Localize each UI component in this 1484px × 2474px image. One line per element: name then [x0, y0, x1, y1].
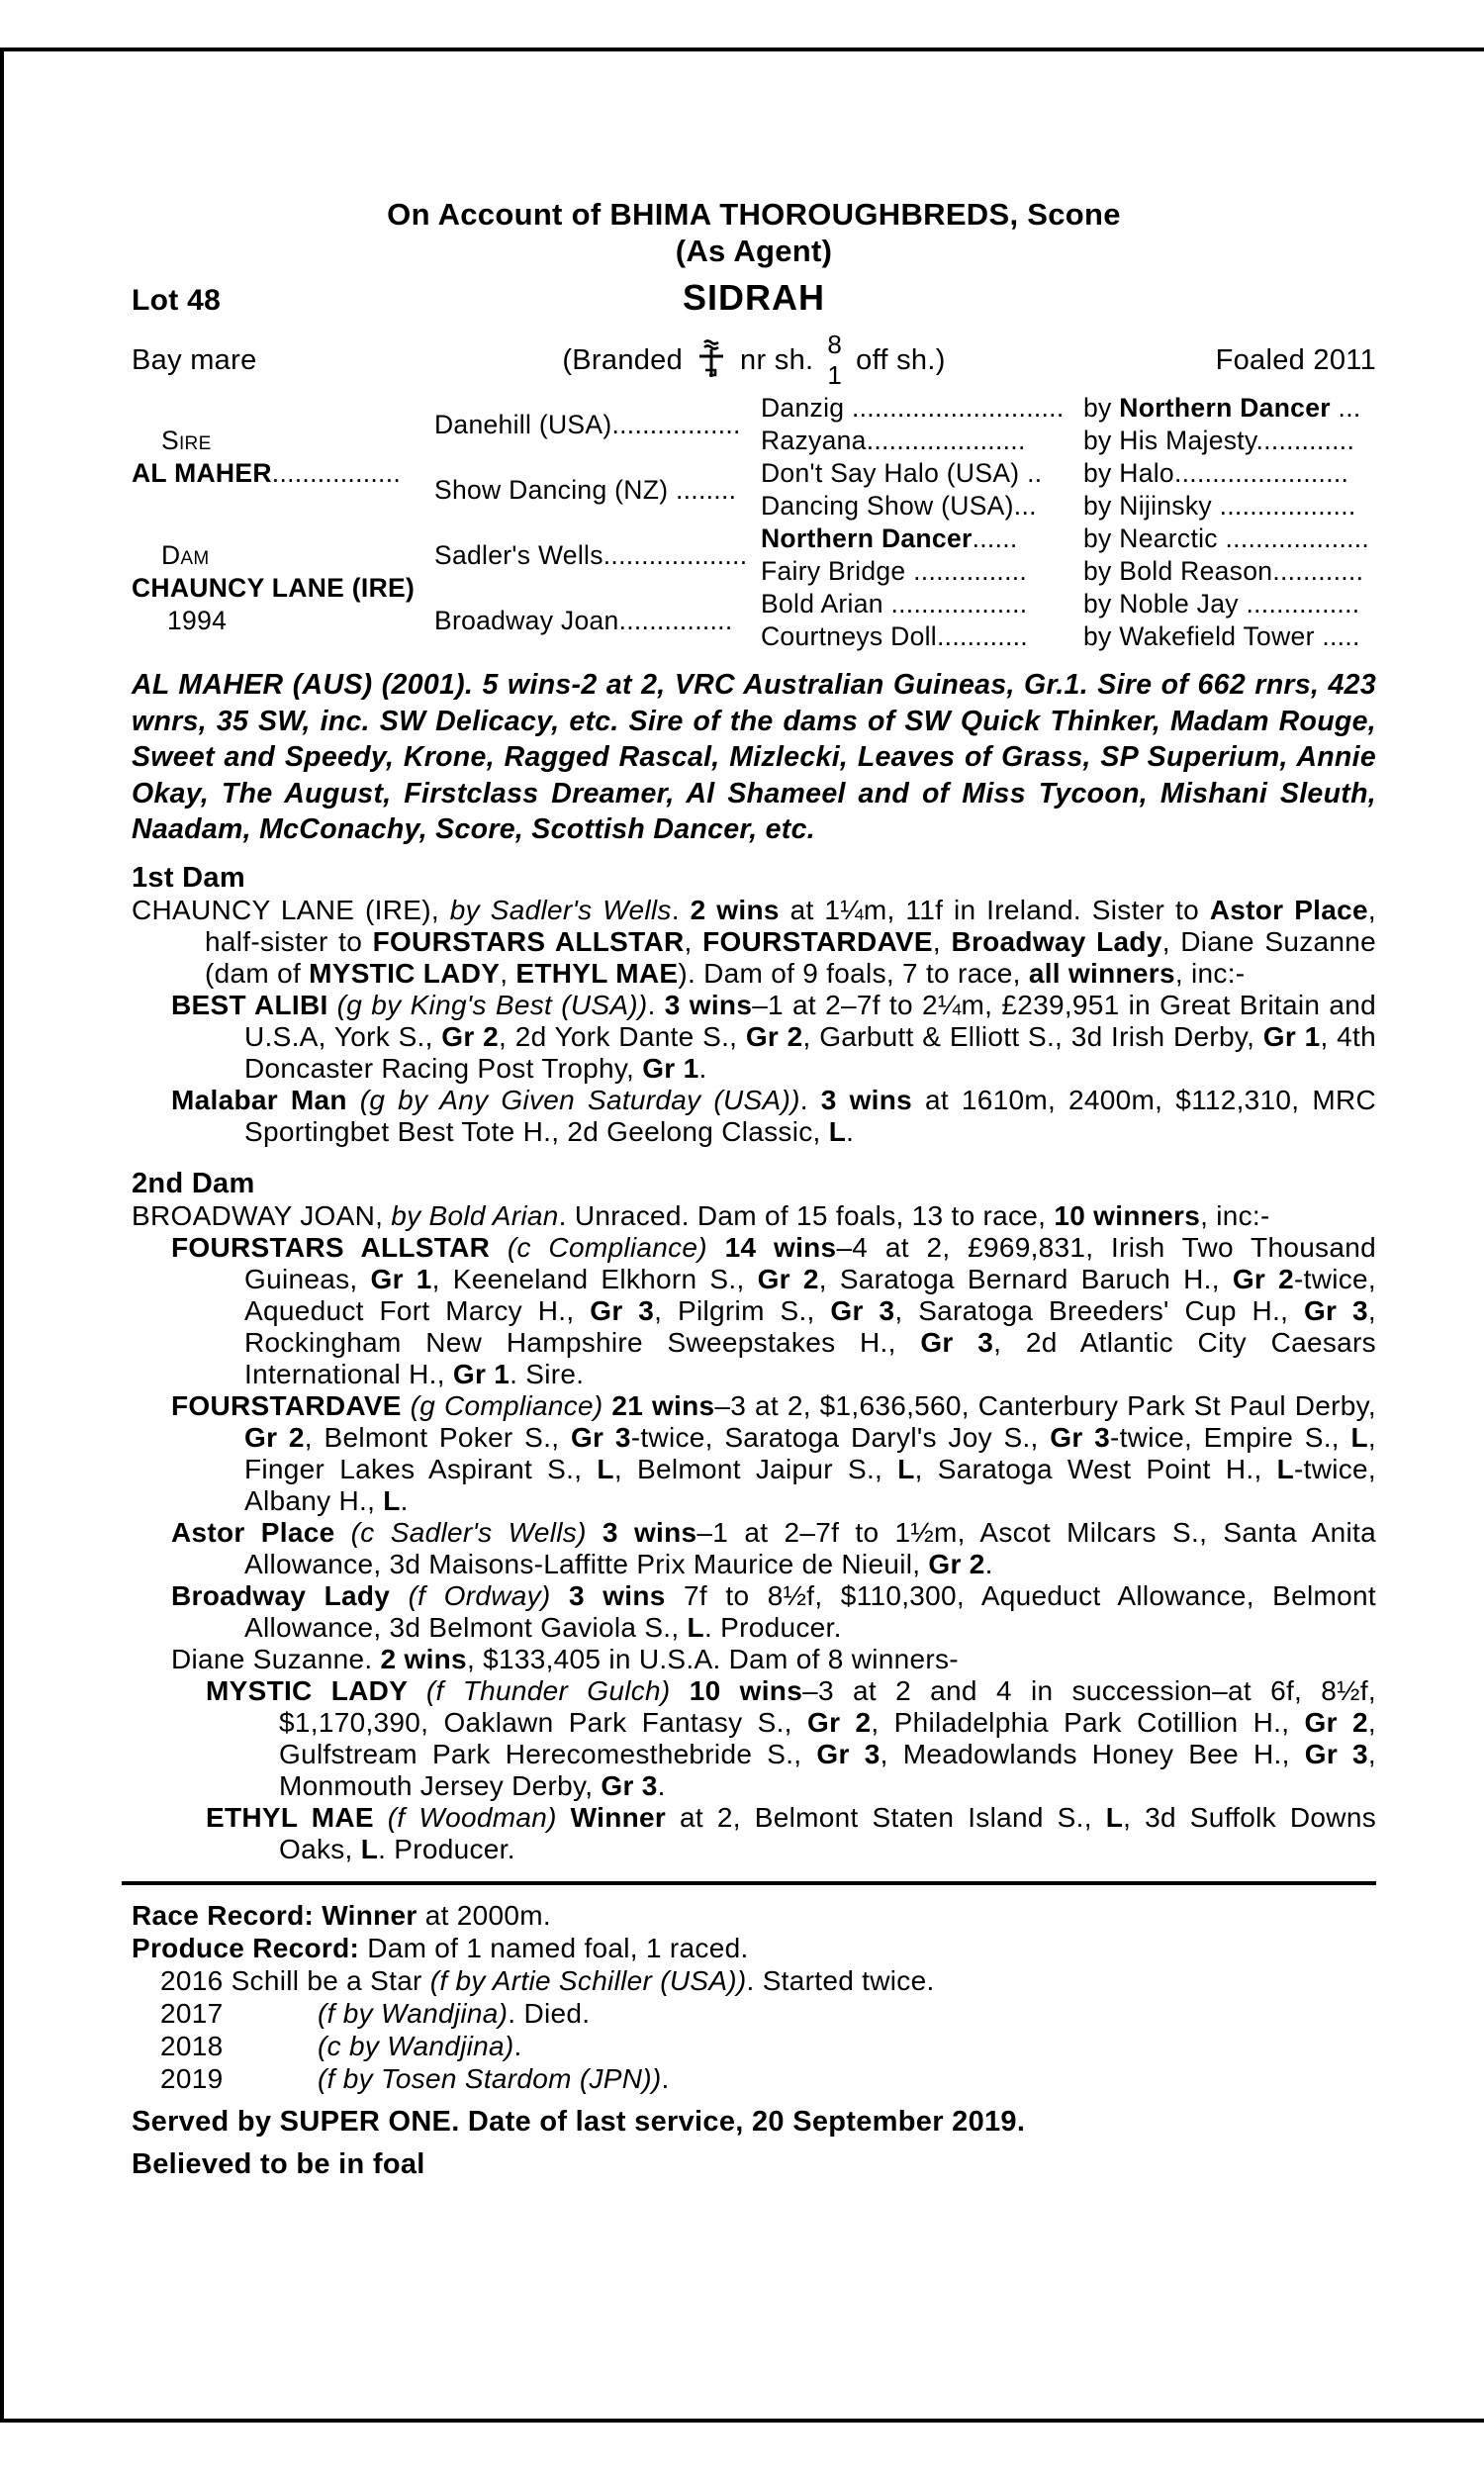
- stud-brand-icon: [696, 337, 726, 383]
- brand-number-top: 8: [827, 330, 843, 359]
- pedigree-table: [132, 392, 1376, 653]
- progeny-entry-astor-place: Astor Place (c Sadler's Wells) 3 wins–1 at 2–7f to 1½m, Ascot Milcars S., Santa Anita Allowance, 3d Maisons-Laffitte Prix Maurice de Nieuil, Gr 2.: [171, 1516, 1376, 1579]
- produce-year: 2017: [160, 1997, 224, 2029]
- progeny-entry-diane-suzanne: Diane Suzanne. 2 wins, $133,405 in U.S.A. Dam of 8 winners-: [171, 1643, 959, 1674]
- gen2-sire-sire: Danehill (USA).................: [434, 409, 741, 439]
- gen3-ancestor: Danzig ............................: [761, 393, 1065, 423]
- progeny-entry-fourstars-allstar: FOURSTARS ALLSTAR (c Compliance) 14 wins–4 at 2, £969,831, Irish Two Thousand Guineas, Gr 1, Keeneland Elkhorn S., Gr 2, Saratoga Bernard Baruch H., Gr 2-twice, Aqueduct Fort Marcy H., Gr 3, Pilgrim S., Gr 3, Saratoga Breeders' Cup H., Gr 3, Rockingham New Hampshire Sweepstakes H., Gr 3, 2d Atlantic City Caesars International H., Gr 1. Sire.: [171, 1231, 1376, 1389]
- gen4-ancestor: by Bold Reason............: [1083, 556, 1364, 586]
- dam-label: Dam: [161, 539, 210, 570]
- produce-entry-2016: 2016 Schill be a Star (f by Artie Schiller (USA)). Started twice.: [160, 1964, 935, 1996]
- gen4-ancestor: by Noble Jay ...............: [1083, 589, 1360, 618]
- first-dam-heading: 1st Dam: [132, 861, 245, 894]
- progeny-entry-ethyl-mae: ETHYL MAE (f Woodman) Winner at 2, Belmont Staten Island S., L, 3d Suffolk Downs Oaks, L. Producer.: [206, 1801, 1376, 1864]
- sire-name: AL MAHER.................: [132, 458, 402, 488]
- race-record-line: Race Record: Winner at 2000m.: [132, 1899, 551, 1931]
- second-dam-heading: 2nd Dam: [132, 1167, 255, 1199]
- info-row: [132, 321, 1376, 400]
- served-by-line: Served by SUPER ONE. Date of last service, 20 September 2019.: [132, 2105, 1026, 2138]
- sire-label: Sire: [161, 426, 212, 455]
- off-shoulder-label: off sh.): [856, 343, 946, 376]
- near-shoulder-label: nr sh.: [740, 343, 814, 376]
- gen4-ancestor: by His Majesty.............: [1083, 426, 1355, 455]
- gen3-ancestor: Courtneys Doll............: [761, 621, 1028, 651]
- gen2-dam-dam: Broadway Joan...............: [434, 605, 733, 635]
- branded-prefix: (Branded: [562, 343, 684, 376]
- produce-entry-2018: [132, 2030, 1376, 2062]
- section-divider: [122, 1881, 1376, 1885]
- produce-detail: (c by Wandjina).: [318, 2030, 522, 2061]
- gen2-sire-dam: Show Dancing (NZ) ........: [434, 474, 737, 505]
- agent-line: (As Agent): [675, 234, 833, 268]
- gen4-ancestor: by Halo.......................: [1083, 458, 1349, 488]
- produce-entry-2019: [132, 2062, 1376, 2095]
- gen3-ancestor: Don't Say Halo (USA) ..: [761, 458, 1043, 488]
- sex-description: Bay mare: [132, 343, 257, 376]
- produce-year: 2018: [160, 2030, 224, 2061]
- gen4-ancestor: by Wakefield Tower .....: [1083, 621, 1360, 651]
- dam-year: 1994: [167, 605, 228, 635]
- horse-name: SIDRAH: [682, 277, 825, 318]
- produce-detail: (f by Wandjina). Died.: [318, 1997, 591, 2029]
- brand-number-bottom: 1: [827, 360, 843, 390]
- produce-year: 2019: [160, 2062, 224, 2094]
- lot-row: [132, 277, 1376, 319]
- gen3-ancestor: Dancing Show (USA)...: [761, 491, 1037, 521]
- second-dam-paragraph: BROADWAY JOAN, by Bold Arian. Unraced. Dam of 15 foals, 13 to race, 10 winners, inc:-: [132, 1199, 1270, 1231]
- gen3-ancestor: Fairy Bridge ...............: [761, 556, 1028, 586]
- progeny-entry-malabar-man: Malabar Man (g by Any Given Saturday (USA)). 3 wins at 1610m, 2400m, $112,310, MRC Sportingbet Best Tote H., 2d Geelong Classic, L.: [171, 1084, 1376, 1147]
- lot-number: Lot 48: [132, 284, 222, 317]
- gen4-ancestor: by Northern Dancer ...: [1083, 393, 1361, 423]
- gen4-ancestor: by Nearctic ...................: [1083, 523, 1370, 553]
- produce-detail: (f by Tosen Stardom (JPN)).: [318, 2062, 670, 2094]
- dam-name: CHAUNCY LANE (IRE): [132, 572, 416, 603]
- first-dam-paragraph: CHAUNCY LANE (IRE), by Sadler's Wells. 2 wins at 1¼m, 11f in Ireland. Sister to Astor Place, half-sister to FOURSTARS ALLSTAR, FOURSTARDAVE, Broadway Lady, Diane Suzanne (dam of MYSTIC LADY, ETHYL MAE). Dam of 9 foals, 7 to race, all winners, inc:-: [132, 894, 1376, 989]
- brand-group: [562, 330, 945, 391]
- gen3-ancestor: Northern Dancer......: [761, 523, 1018, 553]
- sire-block: [132, 392, 434, 523]
- progeny-entry-broadway-lady: Broadway Lady (f Ordway) 3 wins 7f to 8½f, $110,300, Aqueduct Allowance, Belmont Allowance, 3d Belmont Gaviola S., L. Producer.: [171, 1579, 1376, 1643]
- dam-block: [132, 523, 434, 653]
- gen3-ancestor: Bold Arian ..................: [761, 589, 1028, 618]
- progeny-entry-fourstardave: FOURSTARDAVE (g Compliance) 21 wins–3 at 2, $1,636,560, Canterbury Park St Paul Derby, Gr 2, Belmont Poker S., Gr 3-twice, Saratoga Daryl's Joy S., Gr 3-twice, Empire S., L, Finger Lakes Aspirant S., L, Belmont Jaipur S., L, Saratoga West Point H., L-twice, Albany H., L.: [171, 1389, 1377, 1516]
- gen4-ancestor: by Nijinsky ..................: [1083, 491, 1356, 521]
- produce-entry-2017: [132, 1997, 1376, 2030]
- foaled-year: Foaled 2011: [1215, 343, 1376, 376]
- progeny-entry-mystic-lady: MYSTIC LADY (f Thunder Gulch) 10 wins–3 at 2 and 4 in succession–at 6f, 8½f, $1,170,390, Oaklawn Park Fantasy S., Gr 2, Philadelphia Park Cotillion H., Gr 2, Gulfstream Park Herecomesthebride S., Gr 3, Meadowlands Honey Bee H., Gr 3, Monmouth Jersey Derby, Gr 3.: [206, 1674, 1377, 1801]
- sire-summary-paragraph: AL MAHER (AUS) (2001). 5 wins-2 at 2, VRC Australian Guineas, Gr.1. Sire of 662 rnrs, 423 wnrs, 35 SW, inc. SW Delicacy, etc. Sire of the dams of SW Quick Thinker, Madam Rouge, Sweet and Speedy, Krone, Ragged Rascal, Mizlecki, Leaves of Grass, SP Superium, Annie Okay, The August, Firstclass Dreamer, Al Shameel and of Miss Tycoon, Mishani Sleuth, Naadam, McConachy, Score, Scottish Dancer, etc.: [132, 669, 1376, 845]
- produce-record-line: Produce Record: Dam of 1 named foal, 1 raced.: [132, 1932, 749, 1963]
- page-content: [132, 0, 1376, 2186]
- gen3-ancestor: Razyana.....................: [761, 426, 1026, 455]
- brand-number-stack: [827, 330, 842, 391]
- in-foal-line: Believed to be in foal: [132, 2147, 425, 2180]
- consignor-line: On Account of BHIMA THOROUGHBREDS, Scone: [387, 197, 1121, 232]
- progeny-entry-best-alibi: BEST ALIBI (g by King's Best (USA)). 3 wins–1 at 2–7f to 2¼m, £239,951 in Great Britain and U.S.A, York S., Gr 2, 2d York Dante S., Gr 2, Garbutt & Elliott S., 3d Irish Derby, Gr 1, 4th Doncaster Racing Post Trophy, Gr 1.: [171, 989, 1377, 1084]
- gen2-dam-sire: Sadler's Wells...................: [434, 539, 748, 570]
